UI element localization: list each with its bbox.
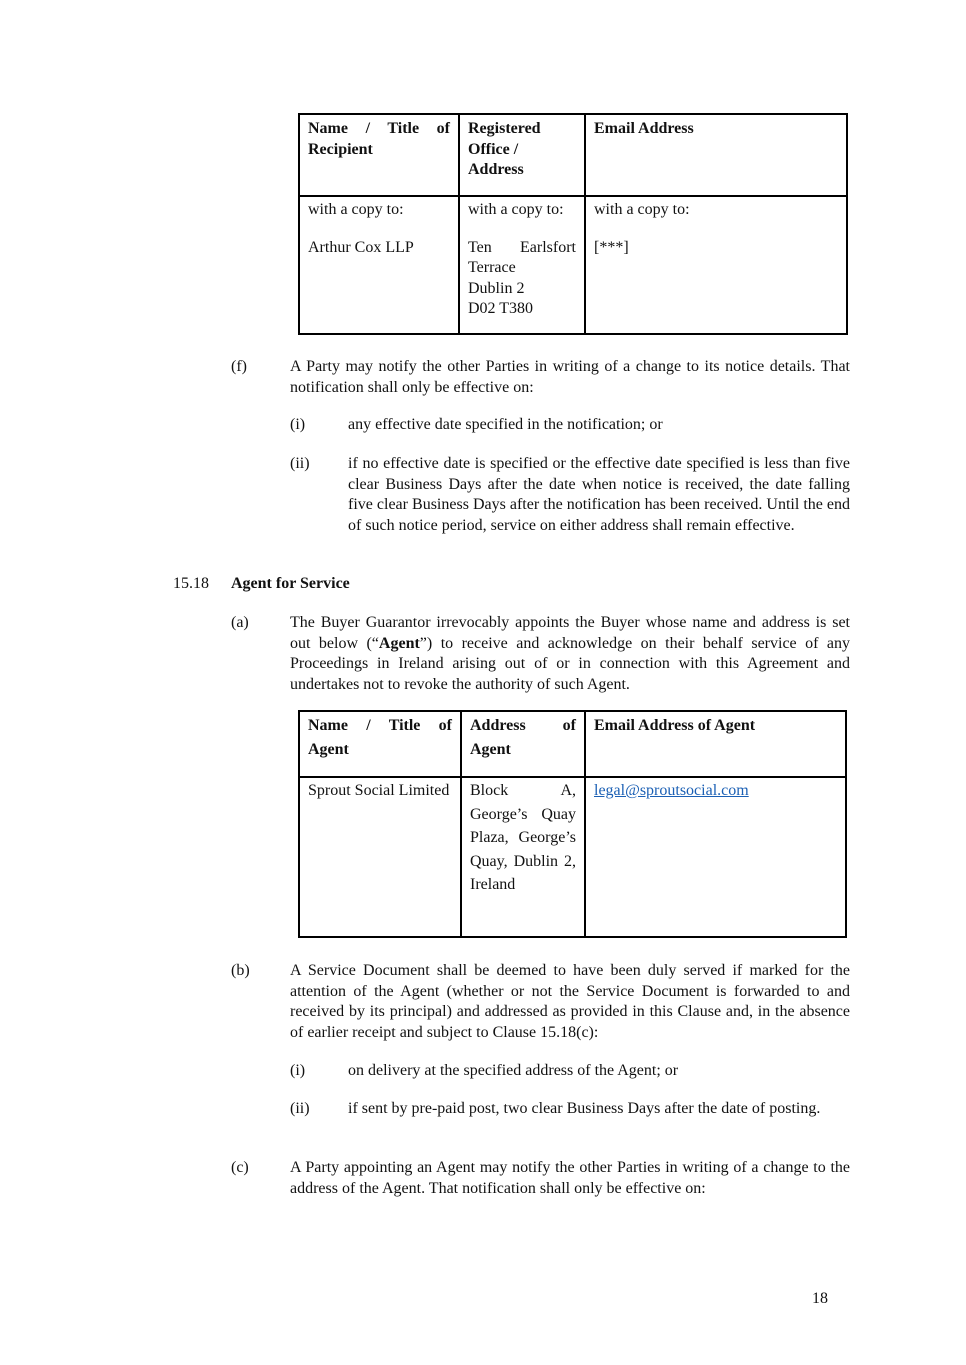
header-name-title-agent: Name / Title of Agent bbox=[299, 711, 461, 777]
clause-f-text: A Party may notify the other Parties in writing of a change to its notice details. That notification shall only be effective on: bbox=[290, 358, 850, 396]
header-email-agent: Email Address of Agent bbox=[585, 711, 846, 777]
copy-label: with a copy to: bbox=[468, 201, 564, 218]
item-label: (i) bbox=[290, 1062, 306, 1079]
header-address-agent: Address of Agent bbox=[461, 711, 585, 777]
clause-label: (c) bbox=[231, 1159, 249, 1176]
address-line: Dublin 2 bbox=[468, 279, 525, 297]
recipient-cell bbox=[299, 196, 459, 334]
table-row bbox=[299, 777, 846, 937]
item-label: (i) bbox=[290, 416, 306, 433]
clause-label: (b) bbox=[231, 962, 250, 979]
address-line: D02 T380 bbox=[468, 300, 534, 317]
header-email: Email Address bbox=[585, 114, 847, 196]
notice-details-table bbox=[298, 113, 848, 335]
item-label: (ii) bbox=[290, 455, 310, 472]
copy-label: with a copy to: bbox=[308, 201, 404, 218]
address-cell bbox=[459, 196, 585, 334]
email-value: [***] bbox=[594, 238, 629, 256]
email-cell bbox=[585, 196, 847, 334]
item-label: (ii) bbox=[290, 1100, 310, 1117]
address-line: Ten Earlsfort bbox=[468, 238, 576, 256]
section-number: 15.18 bbox=[173, 575, 209, 592]
table-row bbox=[299, 196, 847, 334]
clause-f-item-i: any effective date specified in the notification; or bbox=[348, 416, 663, 433]
clause-b-item-i: on delivery at the specified address of the Agent; or bbox=[348, 1062, 679, 1079]
clause-label: (a) bbox=[231, 614, 249, 631]
clause-a-text-after: ”) to receive and acknowledge on their behalf service of any Proceedings in Ireland arising out of or in connection with this Agreement and undertakes not to revoke the authority of such Agent. bbox=[290, 634, 850, 693]
recipient-name: Arthur Cox LLP bbox=[308, 238, 414, 256]
header-registered-office: Registered Office / Address bbox=[459, 114, 585, 196]
agent-table bbox=[298, 710, 847, 938]
clause-b-item-ii: if sent by pre-paid post, two clear Business Days after the date of posting. bbox=[348, 1100, 821, 1117]
table-header-row bbox=[299, 711, 846, 777]
page-number: 18 bbox=[812, 1290, 828, 1307]
agent-email-link[interactable]: legal@sproutsocial.com bbox=[594, 782, 749, 799]
clause-label: (f) bbox=[231, 358, 247, 375]
clause-a-text-before: The Buyer Guarantor irrevocably appoints the Buyer whose name and address is set out below (“ bbox=[290, 614, 850, 652]
header-name-title: Name / Title of Recipient bbox=[299, 114, 459, 196]
clause-c-text: A Party appointing an Agent may notify the other Parties in writing of a change to the address of the Agent. That notification shall only be effective on: bbox=[290, 1159, 850, 1197]
clause-b-text: A Service Document shall be deemed to have been duly served if marked for the attention of the Agent (whether or not the Service Document is forwarded to and received by its principal) and addressed as provided in this Clause and, in the absence of earlier receipt and subject to Clause 15.18(c): bbox=[290, 962, 850, 1041]
agent-email-cell bbox=[585, 777, 846, 937]
agent-address: Block A, George’s Quay Plaza, George’s Quay, Dublin 2, Ireland bbox=[461, 777, 585, 937]
table-header-row bbox=[299, 114, 847, 196]
address-line: Terrace bbox=[468, 259, 516, 276]
copy-label: with a copy to: bbox=[594, 201, 690, 218]
section-title: Agent for Service bbox=[231, 575, 350, 592]
agent-name: Sprout Social Limited bbox=[299, 777, 461, 937]
clause-f-item-ii: if no effective date is specified or the effective date specified is less than five clear Business Days after the date when notice is received, the date falling five clear Business Days after the notification has been received. Until the end of such notice period, service on either address shall remain effective. bbox=[348, 455, 850, 534]
defined-term-agent: Agent bbox=[378, 634, 420, 652]
clause-a-text bbox=[290, 613, 850, 695]
